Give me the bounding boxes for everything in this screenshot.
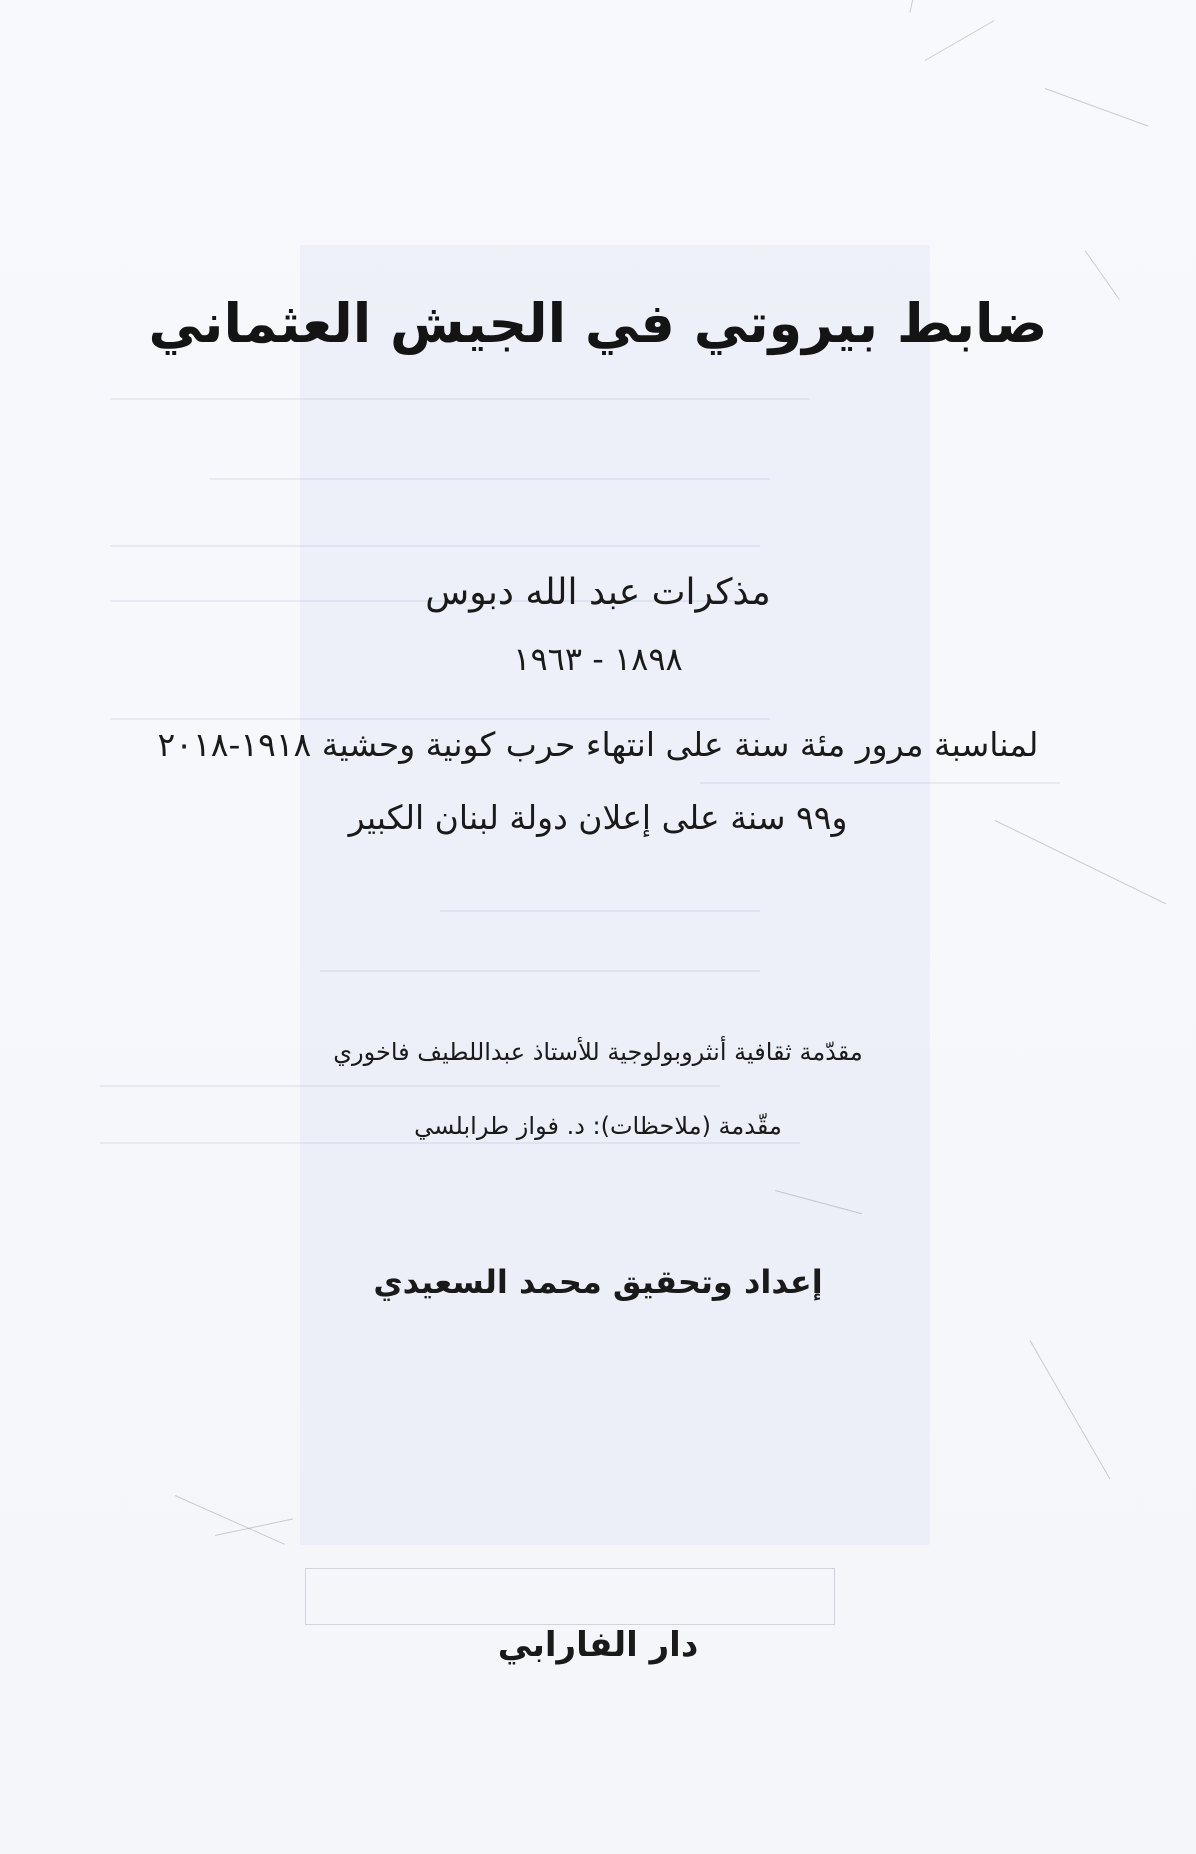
occasion-line-1: لمناسبة مرور مئة سنة على انتهاء حرب كونية وحشية ١٩١٨-٢٠١٨ [157,725,1039,764]
paper-scratch [1045,88,1149,127]
show-through-line [210,478,770,480]
book-title: ضابط بيروتي في الجيش العثماني [148,292,1048,355]
paper-scratch [215,1518,293,1536]
book-subtitle: مذكرات عبد الله دبوس [425,572,771,613]
paper-scratch [175,1495,285,1545]
notes-introduction-credit: مقّدمة (ملاحظات): د. فواز طرابلسي [414,1112,782,1140]
show-through-stamp-box [305,1568,835,1625]
show-through-panel [300,245,930,1545]
show-through-line [110,718,770,720]
show-through-line [700,782,1060,784]
show-through-line [100,1085,720,1087]
show-through-line [320,970,760,972]
show-through-line [100,1142,800,1144]
occasion-line-2: و٩٩ سنة على إعلان دولة لبنان الكبير [348,798,848,837]
show-through-line [110,398,810,400]
life-years: ١٨٩٨ - ١٩٦٣ [513,640,683,678]
editor-credit: إعداد وتحقيق محمد السعيدي [373,1263,823,1301]
show-through-line [440,910,760,912]
cultural-introduction-credit: مقدّمة ثقافية أنثروبولوجية للأستاذ عبداللطيف فاخوري [333,1038,863,1066]
paper-scratch [1030,1340,1111,1479]
paper-scratch [910,0,920,13]
paper-scratch [925,20,995,61]
publisher-name: دار الفارابي [497,1625,699,1665]
show-through-line [110,545,760,547]
